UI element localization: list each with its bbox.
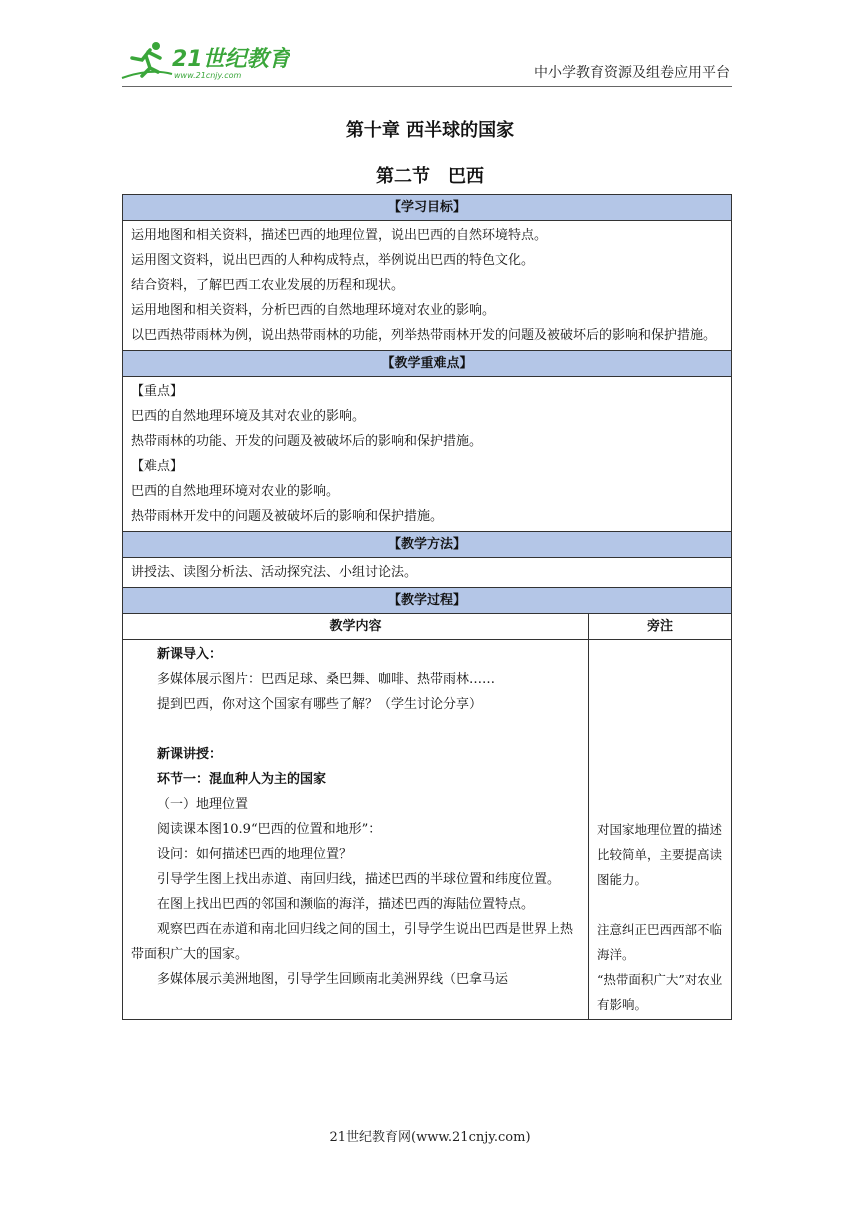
intro-label: 新课导入： [157, 647, 223, 662]
methods-text: 讲授法、读图分析法、活动探究法、小组讨论法。 [123, 558, 732, 588]
focus-label: 【重点】 [131, 384, 184, 399]
key-points-heading: 【教学重难点】 [123, 351, 732, 377]
logo-text: 21世纪教育 [172, 47, 290, 72]
difficult-item: 热带雨林开发中的问题及被破坏后的影响和保护措施。 [131, 509, 444, 524]
content-paragraph: 阅读课本图10.9“巴西的位置和地形”： [157, 822, 382, 837]
goal-item: 运用图文资料，说出巴西的人种构成特点，举例说出巴西的特色文化。 [131, 253, 535, 268]
intro-line: 提到巴西，你对这个国家有哪些了解？（学生讨论分享） [157, 697, 483, 712]
difficult-label: 【难点】 [131, 459, 184, 474]
process-content [123, 640, 589, 1020]
side-note: 注意纠正巴西西部不临海洋。 [597, 922, 723, 962]
goal-item: 运用地图和相关资料，分析巴西的自然地理环境对农业的影响。 [131, 303, 496, 318]
logo [120, 38, 290, 82]
col-content-header: 教学内容 [123, 614, 589, 640]
lesson-plan-table [122, 194, 732, 1020]
sub-heading: （一）地理位置 [157, 797, 249, 812]
content-paragraph: 观察巴西在赤道和南北回归线之间的国土，引导学生说出巴西是世界上热带面积广大的国家。 [131, 922, 574, 962]
key-points-body [123, 377, 732, 532]
goals-body [123, 221, 732, 351]
goal-item: 运用地图和相关资料，描述巴西的地理位置，说出巴西的自然环境特点。 [131, 228, 548, 243]
content-paragraph: 多媒体展示美洲地图，引导学生回顾南北美洲界线（巴拿马运 [157, 972, 509, 987]
logo-url: www.21cnjy.com [174, 71, 242, 80]
methods-heading: 【教学方法】 [123, 532, 732, 558]
goal-item: 结合资料，了解巴西工农业发展的历程和现状。 [131, 278, 405, 293]
content-paragraph: 引导学生图上找出赤道、南回归线，描述巴西的半球位置和纬度位置。 [157, 872, 561, 887]
focus-item: 热带雨林的功能、开发的问题及被破坏后的影响和保护措施。 [131, 434, 483, 449]
lecture-label: 新课讲授： [157, 747, 223, 762]
process-notes [589, 640, 732, 1020]
section-title: 第二节 巴西 [376, 166, 484, 187]
part1-label: 环节一：混血种人为主的国家 [157, 772, 327, 787]
chapter-title: 第十章 西半球的国家 [345, 120, 515, 141]
content-paragraph: 在图上找出巴西的邻国和濒临的海洋，描述巴西的海陆位置特点。 [157, 897, 535, 912]
intro-line: 多媒体展示图片：巴西足球、桑巴舞、咖啡、热带雨林…… [157, 672, 496, 687]
goal-item: 以巴西热带雨林为例，说出热带雨林的功能，列举热带雨林开发的问题及被破坏后的影响和保护措施。 [131, 328, 717, 343]
side-note: “热带面积广大”对农业有影响。 [597, 972, 723, 1012]
runner-icon [122, 42, 172, 78]
side-note: 对国家地理位置的描述比较简单，主要提高读图能力。 [597, 822, 723, 887]
process-heading: 【教学过程】 [123, 588, 732, 614]
header-divider [122, 86, 732, 87]
goals-heading: 【学习目标】 [123, 195, 732, 221]
col-notes-header: 旁注 [589, 614, 732, 640]
platform-name: 中小学教育资源及组卷应用平台 [534, 65, 730, 81]
focus-item: 巴西的自然地理环境及其对农业的影响。 [131, 409, 366, 424]
difficult-item: 巴西的自然地理环境对农业的影响。 [131, 484, 340, 499]
footer: 21世纪教育网(www.21cnjy.com) [329, 1130, 531, 1145]
content-paragraph: 设问：如何描述巴西的地理位置？ [157, 847, 353, 862]
